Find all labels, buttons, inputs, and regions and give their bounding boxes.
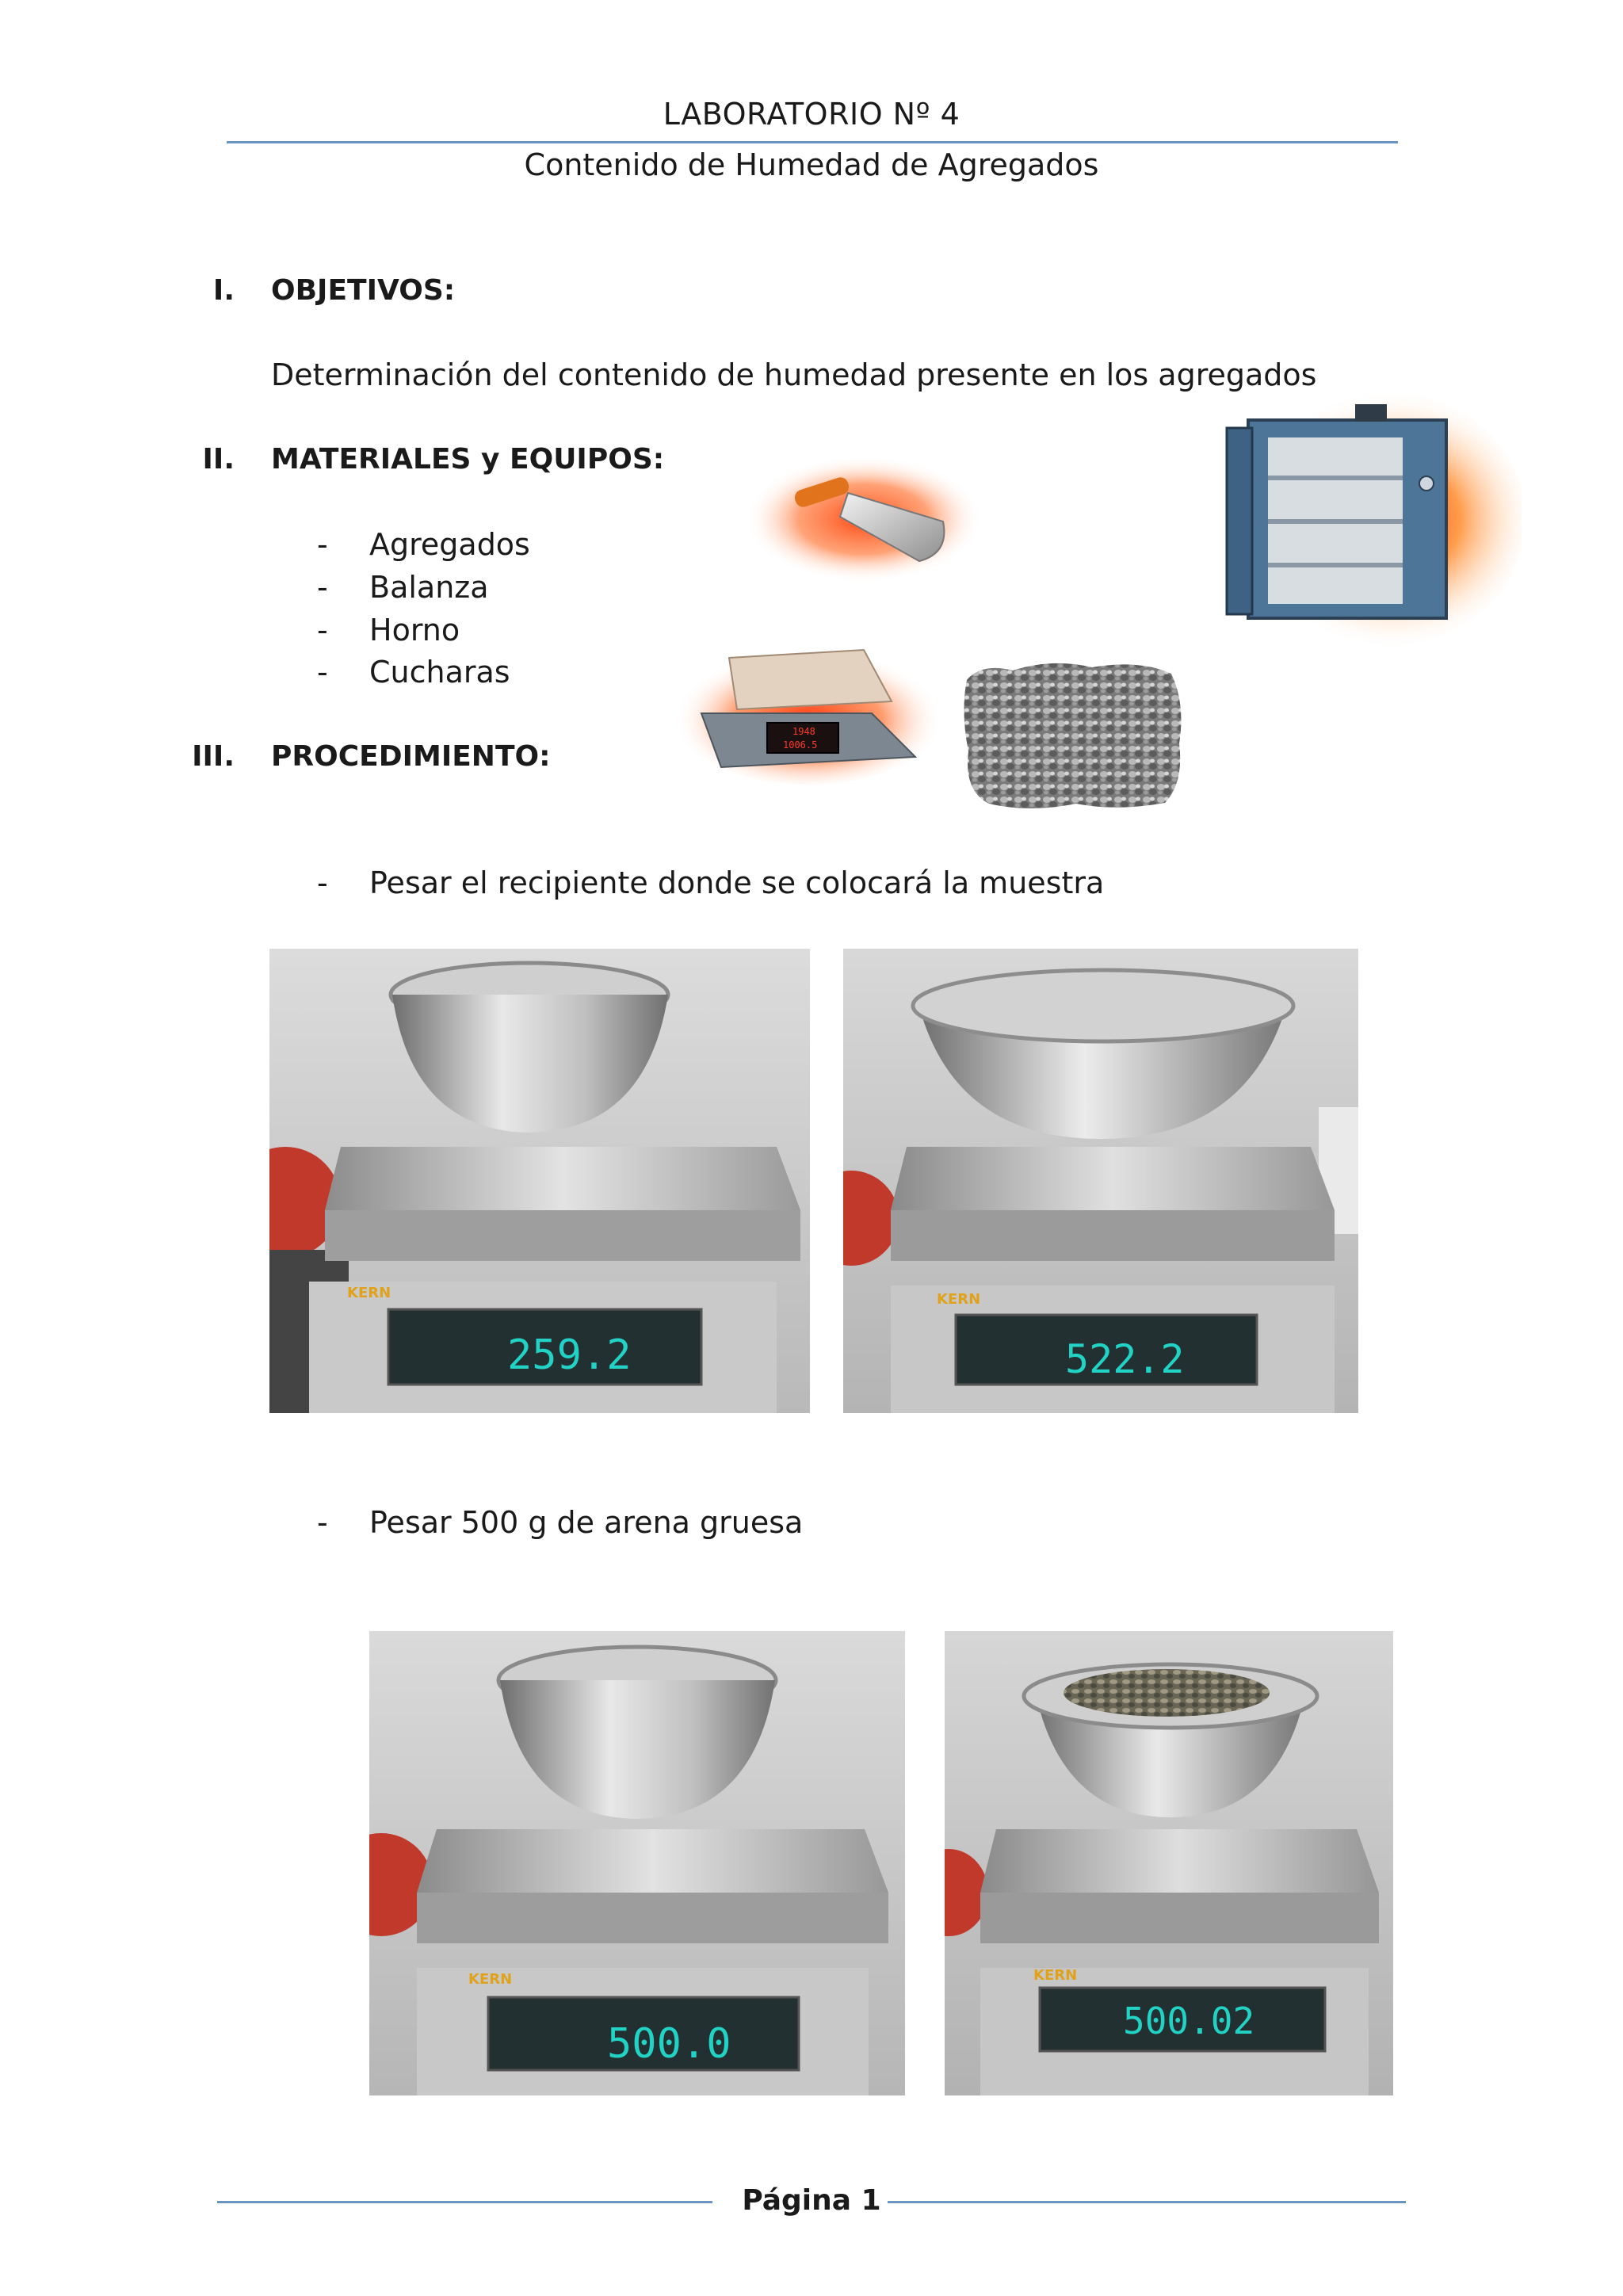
document-title: LABORATORIO Nº 4 <box>663 97 960 132</box>
section-number-2: II. <box>202 443 235 476</box>
section-number-3: III. <box>192 740 235 773</box>
page-number: Página 1 <box>742 2184 881 2217</box>
material-item: Balanza <box>369 570 489 605</box>
bullet-dash: - <box>317 570 328 605</box>
section-title-objetivos: OBJETIVOS: <box>271 274 456 307</box>
photo-scale-empty-bowl-1 <box>269 949 810 1413</box>
section-number-1: I. <box>212 274 235 307</box>
scoop-clipart <box>745 452 983 586</box>
scale-display-reading: 259.2 <box>507 1331 632 1379</box>
procedure-step-2: Pesar 500 g de arena gruesa <box>369 1505 804 1540</box>
bullet-dash: - <box>317 613 328 648</box>
oven-clipart <box>1181 388 1522 650</box>
balance-clipart <box>674 626 943 785</box>
material-item: Horno <box>369 613 460 648</box>
photo-scale-empty-bowl-2 <box>843 949 1358 1413</box>
procedure-step-1: Pesar el recipiente donde se colocará la muestra <box>369 865 1105 900</box>
scale-brand: KERN <box>347 1285 391 1301</box>
bullet-dash: - <box>317 865 328 900</box>
scale-brand: KERN <box>1033 1967 1078 1984</box>
header-divider <box>227 141 1398 143</box>
photo-scale-bowl-500g <box>369 1631 905 2095</box>
document-subtitle: Contenido de Humedad de Agregados <box>524 147 1099 182</box>
aggregates-clipart <box>957 656 1187 815</box>
balance-clipart-display-bottom: 1006.5 <box>783 739 818 751</box>
section-title-materiales: MATERIALES y EQUIPOS: <box>271 443 665 476</box>
material-item: Agregados <box>369 527 530 562</box>
scale-display-reading: 500.0 <box>607 2020 731 2068</box>
scale-brand: KERN <box>937 1291 981 1308</box>
material-item: Cucharas <box>369 655 510 690</box>
bullet-dash: - <box>317 527 328 562</box>
scale-display-reading: 500.02 <box>1123 2000 1255 2042</box>
balance-clipart-display-top: 1948 <box>792 726 815 737</box>
bullet-dash: - <box>317 655 328 690</box>
footer-divider-right <box>888 2201 1406 2203</box>
bullet-dash: - <box>317 1505 328 1540</box>
section-title-procedimiento: PROCEDIMIENTO: <box>271 740 551 773</box>
photo-scale-bowl-with-gravel <box>945 1631 1393 2095</box>
objective-text: Determinación del contenido de humedad presente en los agregados <box>271 357 1317 392</box>
scale-brand: KERN <box>468 1971 513 1988</box>
scale-display-reading: 522.2 <box>1065 1336 1185 1382</box>
